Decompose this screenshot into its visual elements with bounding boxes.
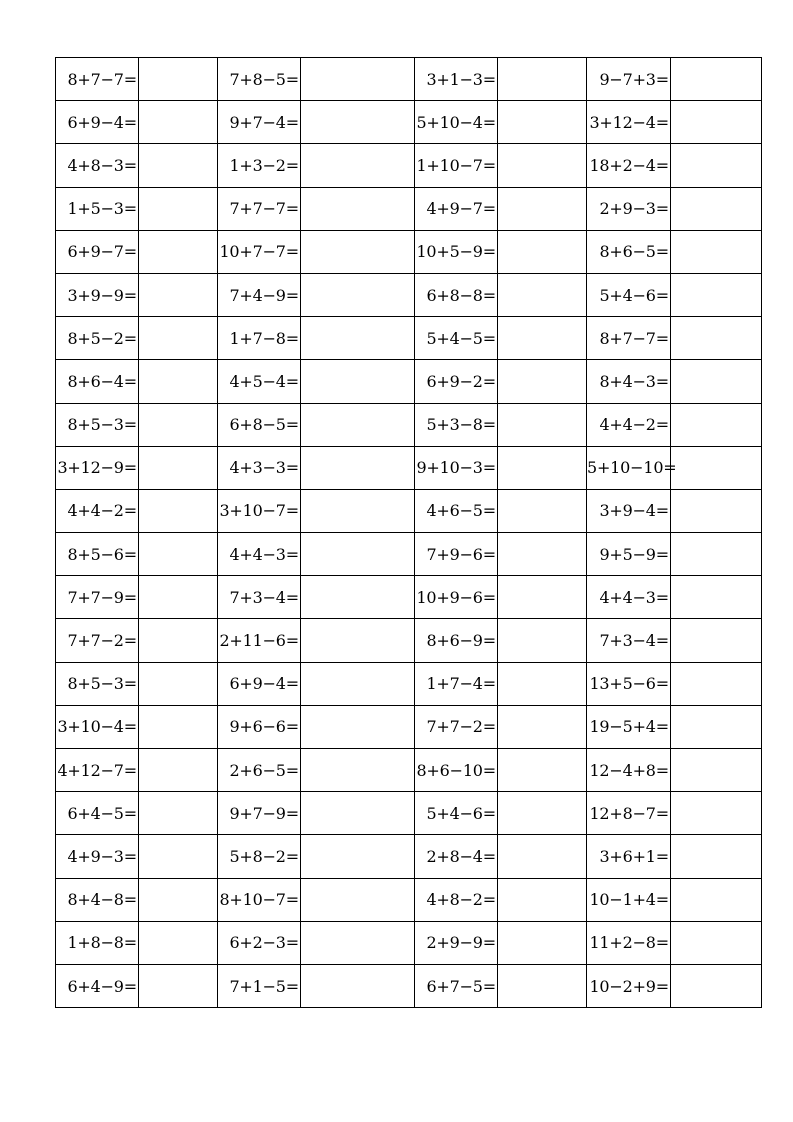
- answer-cell[interactable]: [671, 964, 762, 1007]
- equation-cell: 4+9−3=: [56, 835, 139, 878]
- equation-cell: 4+5−4=: [218, 360, 301, 403]
- answer-cell[interactable]: [139, 403, 218, 446]
- equation-cell: 10−1+4=: [587, 878, 671, 921]
- equation-cell: 5+10−10=: [587, 446, 671, 489]
- equation-cell: 3+10−4=: [56, 705, 139, 748]
- answer-cell[interactable]: [301, 964, 415, 1007]
- equation-cell: 10+7−7=: [218, 230, 301, 273]
- answer-cell[interactable]: [139, 835, 218, 878]
- equation-cell: 4+9−7=: [415, 187, 498, 230]
- answer-cell[interactable]: [301, 489, 415, 532]
- equation-cell: 8+6−9=: [415, 619, 498, 662]
- equation-cell: 3+1−3=: [415, 58, 498, 101]
- equation-cell: 7+3−4=: [587, 619, 671, 662]
- table-row: [56, 489, 762, 532]
- answer-cell[interactable]: [139, 144, 218, 187]
- equation-cell: 3+6+1=: [587, 835, 671, 878]
- answer-cell[interactable]: [139, 619, 218, 662]
- equation-cell: 6+7−5=: [415, 964, 498, 1007]
- answer-cell[interactable]: [498, 230, 587, 273]
- equation-cell: 3+12−9=: [56, 446, 139, 489]
- equation-cell: 10+9−6=: [415, 576, 498, 619]
- answer-cell[interactable]: [671, 705, 762, 748]
- equation-cell: 9+6−6=: [218, 705, 301, 748]
- equation-cell: 13+5−6=: [587, 662, 671, 705]
- answer-cell[interactable]: [139, 964, 218, 1007]
- equation-cell: 8+7−7=: [587, 317, 671, 360]
- equation-cell: 5+4−6=: [587, 273, 671, 316]
- answer-cell[interactable]: [498, 317, 587, 360]
- equation-cell: 4+8−2=: [415, 878, 498, 921]
- equation-cell: 6+9−2=: [415, 360, 498, 403]
- equation-cell: 4+4−3=: [218, 533, 301, 576]
- answer-cell[interactable]: [301, 446, 415, 489]
- table-row: [56, 619, 762, 662]
- answer-cell[interactable]: [301, 749, 415, 792]
- answer-cell[interactable]: [139, 533, 218, 576]
- equation-cell: 1+8−8=: [56, 921, 139, 964]
- answer-cell[interactable]: [139, 446, 218, 489]
- answer-cell[interactable]: [498, 921, 587, 964]
- table-row: [56, 101, 762, 144]
- answer-cell[interactable]: [301, 187, 415, 230]
- table-row: [56, 792, 762, 835]
- equation-cell: 7+7−9=: [56, 576, 139, 619]
- equation-cell: 12−4+8=: [587, 749, 671, 792]
- equation-cell: 2+11−6=: [218, 619, 301, 662]
- table-row: [56, 144, 762, 187]
- equation-cell: 4+12−7=: [56, 749, 139, 792]
- answer-cell[interactable]: [671, 835, 762, 878]
- equation-cell: 3+10−7=: [218, 489, 301, 532]
- equation-cell: 1+7−4=: [415, 662, 498, 705]
- equation-cell: 6+4−5=: [56, 792, 139, 835]
- table-row: [56, 360, 762, 403]
- equation-cell: 4+8−3=: [56, 144, 139, 187]
- equation-cell: 9+7−4=: [218, 101, 301, 144]
- equation-cell: 18+2−4=: [587, 144, 671, 187]
- equation-cell: 9+5−9=: [587, 533, 671, 576]
- equation-cell: 6+8−5=: [218, 403, 301, 446]
- answer-cell[interactable]: [671, 662, 762, 705]
- equation-cell: 8+6−5=: [587, 230, 671, 273]
- equation-cell: 2+6−5=: [218, 749, 301, 792]
- equation-cell: 3+12−4=: [587, 101, 671, 144]
- answer-cell[interactable]: [671, 360, 762, 403]
- answer-cell[interactable]: [301, 144, 415, 187]
- equation-cell: 4+3−3=: [218, 446, 301, 489]
- equation-cell: 8+4−8=: [56, 878, 139, 921]
- answer-cell[interactable]: [498, 187, 587, 230]
- answer-cell[interactable]: [671, 749, 762, 792]
- answer-cell[interactable]: [498, 403, 587, 446]
- answer-cell[interactable]: [139, 662, 218, 705]
- answer-cell[interactable]: [671, 101, 762, 144]
- answer-cell[interactable]: [139, 101, 218, 144]
- equation-cell: 7+7−2=: [56, 619, 139, 662]
- answer-cell[interactable]: [498, 662, 587, 705]
- answer-cell[interactable]: [301, 619, 415, 662]
- equation-cell: 8+10−7=: [218, 878, 301, 921]
- equation-cell: 1+3−2=: [218, 144, 301, 187]
- equation-cell: 9+10−3=: [415, 446, 498, 489]
- table-row: [56, 403, 762, 446]
- equation-cell: 7+4−9=: [218, 273, 301, 316]
- equation-cell: 2+9−9=: [415, 921, 498, 964]
- table-row: [56, 662, 762, 705]
- equation-cell: 7+8−5=: [218, 58, 301, 101]
- table-row: [56, 533, 762, 576]
- answer-cell[interactable]: [139, 792, 218, 835]
- table-row: [56, 317, 762, 360]
- answer-cell[interactable]: [671, 921, 762, 964]
- answer-cell[interactable]: [139, 230, 218, 273]
- answer-cell[interactable]: [671, 446, 762, 489]
- answer-cell[interactable]: [139, 273, 218, 316]
- equation-cell: 12+8−7=: [587, 792, 671, 835]
- equation-cell: 8+5−2=: [56, 317, 139, 360]
- equation-cell: 5+4−6=: [415, 792, 498, 835]
- answer-cell[interactable]: [498, 878, 587, 921]
- equation-cell: 8+7−7=: [56, 58, 139, 101]
- answer-cell[interactable]: [498, 749, 587, 792]
- equation-cell: 6+2−3=: [218, 921, 301, 964]
- equation-cell: 4+4−3=: [587, 576, 671, 619]
- answer-cell[interactable]: [498, 533, 587, 576]
- table-row: [56, 964, 762, 1007]
- table-row: [56, 921, 762, 964]
- equation-cell: 5+10−4=: [415, 101, 498, 144]
- answer-cell[interactable]: [498, 489, 587, 532]
- answer-cell[interactable]: [139, 705, 218, 748]
- equation-cell: 8+6−10=: [415, 749, 498, 792]
- answer-cell[interactable]: [498, 576, 587, 619]
- table-row: [56, 273, 762, 316]
- answer-cell[interactable]: [671, 878, 762, 921]
- equation-cell: 5+8−2=: [218, 835, 301, 878]
- equation-cell: 3+9−4=: [587, 489, 671, 532]
- equation-cell: 2+9−3=: [587, 187, 671, 230]
- answer-cell[interactable]: [498, 619, 587, 662]
- answer-cell[interactable]: [671, 403, 762, 446]
- equation-cell: 7+1−5=: [218, 964, 301, 1007]
- answer-cell[interactable]: [498, 144, 587, 187]
- answer-cell[interactable]: [301, 662, 415, 705]
- answer-cell[interactable]: [139, 878, 218, 921]
- equation-cell: 1+7−8=: [218, 317, 301, 360]
- answer-cell[interactable]: [139, 360, 218, 403]
- equation-cell: 5+4−5=: [415, 317, 498, 360]
- answer-cell[interactable]: [671, 792, 762, 835]
- equation-cell: 10+5−9=: [415, 230, 498, 273]
- equation-cell: 7+9−6=: [415, 533, 498, 576]
- answer-cell[interactable]: [671, 489, 762, 532]
- answer-cell[interactable]: [301, 58, 415, 101]
- answer-cell[interactable]: [498, 360, 587, 403]
- answer-cell[interactable]: [498, 792, 587, 835]
- equation-cell: 2+8−4=: [415, 835, 498, 878]
- equation-cell: 8+4−3=: [587, 360, 671, 403]
- equation-cell: 7+7−7=: [218, 187, 301, 230]
- table-row: [56, 187, 762, 230]
- answer-cell[interactable]: [498, 58, 587, 101]
- answer-cell[interactable]: [498, 273, 587, 316]
- answer-cell[interactable]: [139, 921, 218, 964]
- answer-cell[interactable]: [498, 101, 587, 144]
- answer-cell[interactable]: [671, 533, 762, 576]
- table-row: [56, 878, 762, 921]
- answer-cell[interactable]: [301, 878, 415, 921]
- answer-cell[interactable]: [498, 964, 587, 1007]
- table-row: [56, 576, 762, 619]
- equation-cell: 6+8−8=: [415, 273, 498, 316]
- table-row: [56, 446, 762, 489]
- answer-cell[interactable]: [671, 619, 762, 662]
- equation-cell: 6+9−4=: [56, 101, 139, 144]
- answer-cell[interactable]: [671, 273, 762, 316]
- answer-cell[interactable]: [498, 705, 587, 748]
- answer-cell[interactable]: [301, 403, 415, 446]
- answer-cell[interactable]: [498, 446, 587, 489]
- answer-cell[interactable]: [301, 273, 415, 316]
- answer-cell[interactable]: [301, 576, 415, 619]
- answer-cell[interactable]: [671, 58, 762, 101]
- equation-cell: 9−7+3=: [587, 58, 671, 101]
- answer-cell[interactable]: [301, 835, 415, 878]
- equation-cell: 1+5−3=: [56, 187, 139, 230]
- table-row: [56, 230, 762, 273]
- equation-cell: 6+9−7=: [56, 230, 139, 273]
- answer-cell[interactable]: [671, 317, 762, 360]
- equation-cell: 3+9−9=: [56, 273, 139, 316]
- answer-cell[interactable]: [498, 835, 587, 878]
- equation-cell: 4+4−2=: [56, 489, 139, 532]
- equation-cell: 7+7−2=: [415, 705, 498, 748]
- equation-cell: 8+5−6=: [56, 533, 139, 576]
- answer-cell[interactable]: [301, 533, 415, 576]
- answer-cell[interactable]: [301, 230, 415, 273]
- equation-cell: 10−2+9=: [587, 964, 671, 1007]
- table-row: [56, 835, 762, 878]
- equation-cell: 8+5−3=: [56, 662, 139, 705]
- table-row: [56, 58, 762, 101]
- answer-cell[interactable]: [301, 360, 415, 403]
- answer-cell[interactable]: [671, 187, 762, 230]
- table-row: [56, 705, 762, 748]
- answer-cell[interactable]: [139, 749, 218, 792]
- equation-cell: 7+3−4=: [218, 576, 301, 619]
- answer-cell[interactable]: [671, 230, 762, 273]
- equation-cell: 4+4−2=: [587, 403, 671, 446]
- worksheet-body: [56, 58, 762, 1008]
- equation-cell: 8+5−3=: [56, 403, 139, 446]
- answer-cell[interactable]: [301, 101, 415, 144]
- equation-cell: 8+6−4=: [56, 360, 139, 403]
- equation-cell: 19−5+4=: [587, 705, 671, 748]
- answer-cell[interactable]: [671, 144, 762, 187]
- answer-cell[interactable]: [139, 317, 218, 360]
- answer-cell[interactable]: [301, 705, 415, 748]
- answer-cell[interactable]: [139, 187, 218, 230]
- answer-cell[interactable]: [301, 921, 415, 964]
- answer-cell[interactable]: [139, 58, 218, 101]
- equation-cell: 11+2−8=: [587, 921, 671, 964]
- table-row: [56, 749, 762, 792]
- answer-cell[interactable]: [301, 317, 415, 360]
- equation-cell: 5+3−8=: [415, 403, 498, 446]
- equation-cell: 4+6−5=: [415, 489, 498, 532]
- answer-cell[interactable]: [139, 489, 218, 532]
- equation-cell: 6+9−4=: [218, 662, 301, 705]
- arithmetic-worksheet-table: [55, 57, 762, 1008]
- answer-cell[interactable]: [301, 792, 415, 835]
- equation-cell: 6+4−9=: [56, 964, 139, 1007]
- equation-cell: 1+10−7=: [415, 144, 498, 187]
- answer-cell[interactable]: [671, 576, 762, 619]
- equation-cell: 9+7−9=: [218, 792, 301, 835]
- answer-cell[interactable]: [139, 576, 218, 619]
